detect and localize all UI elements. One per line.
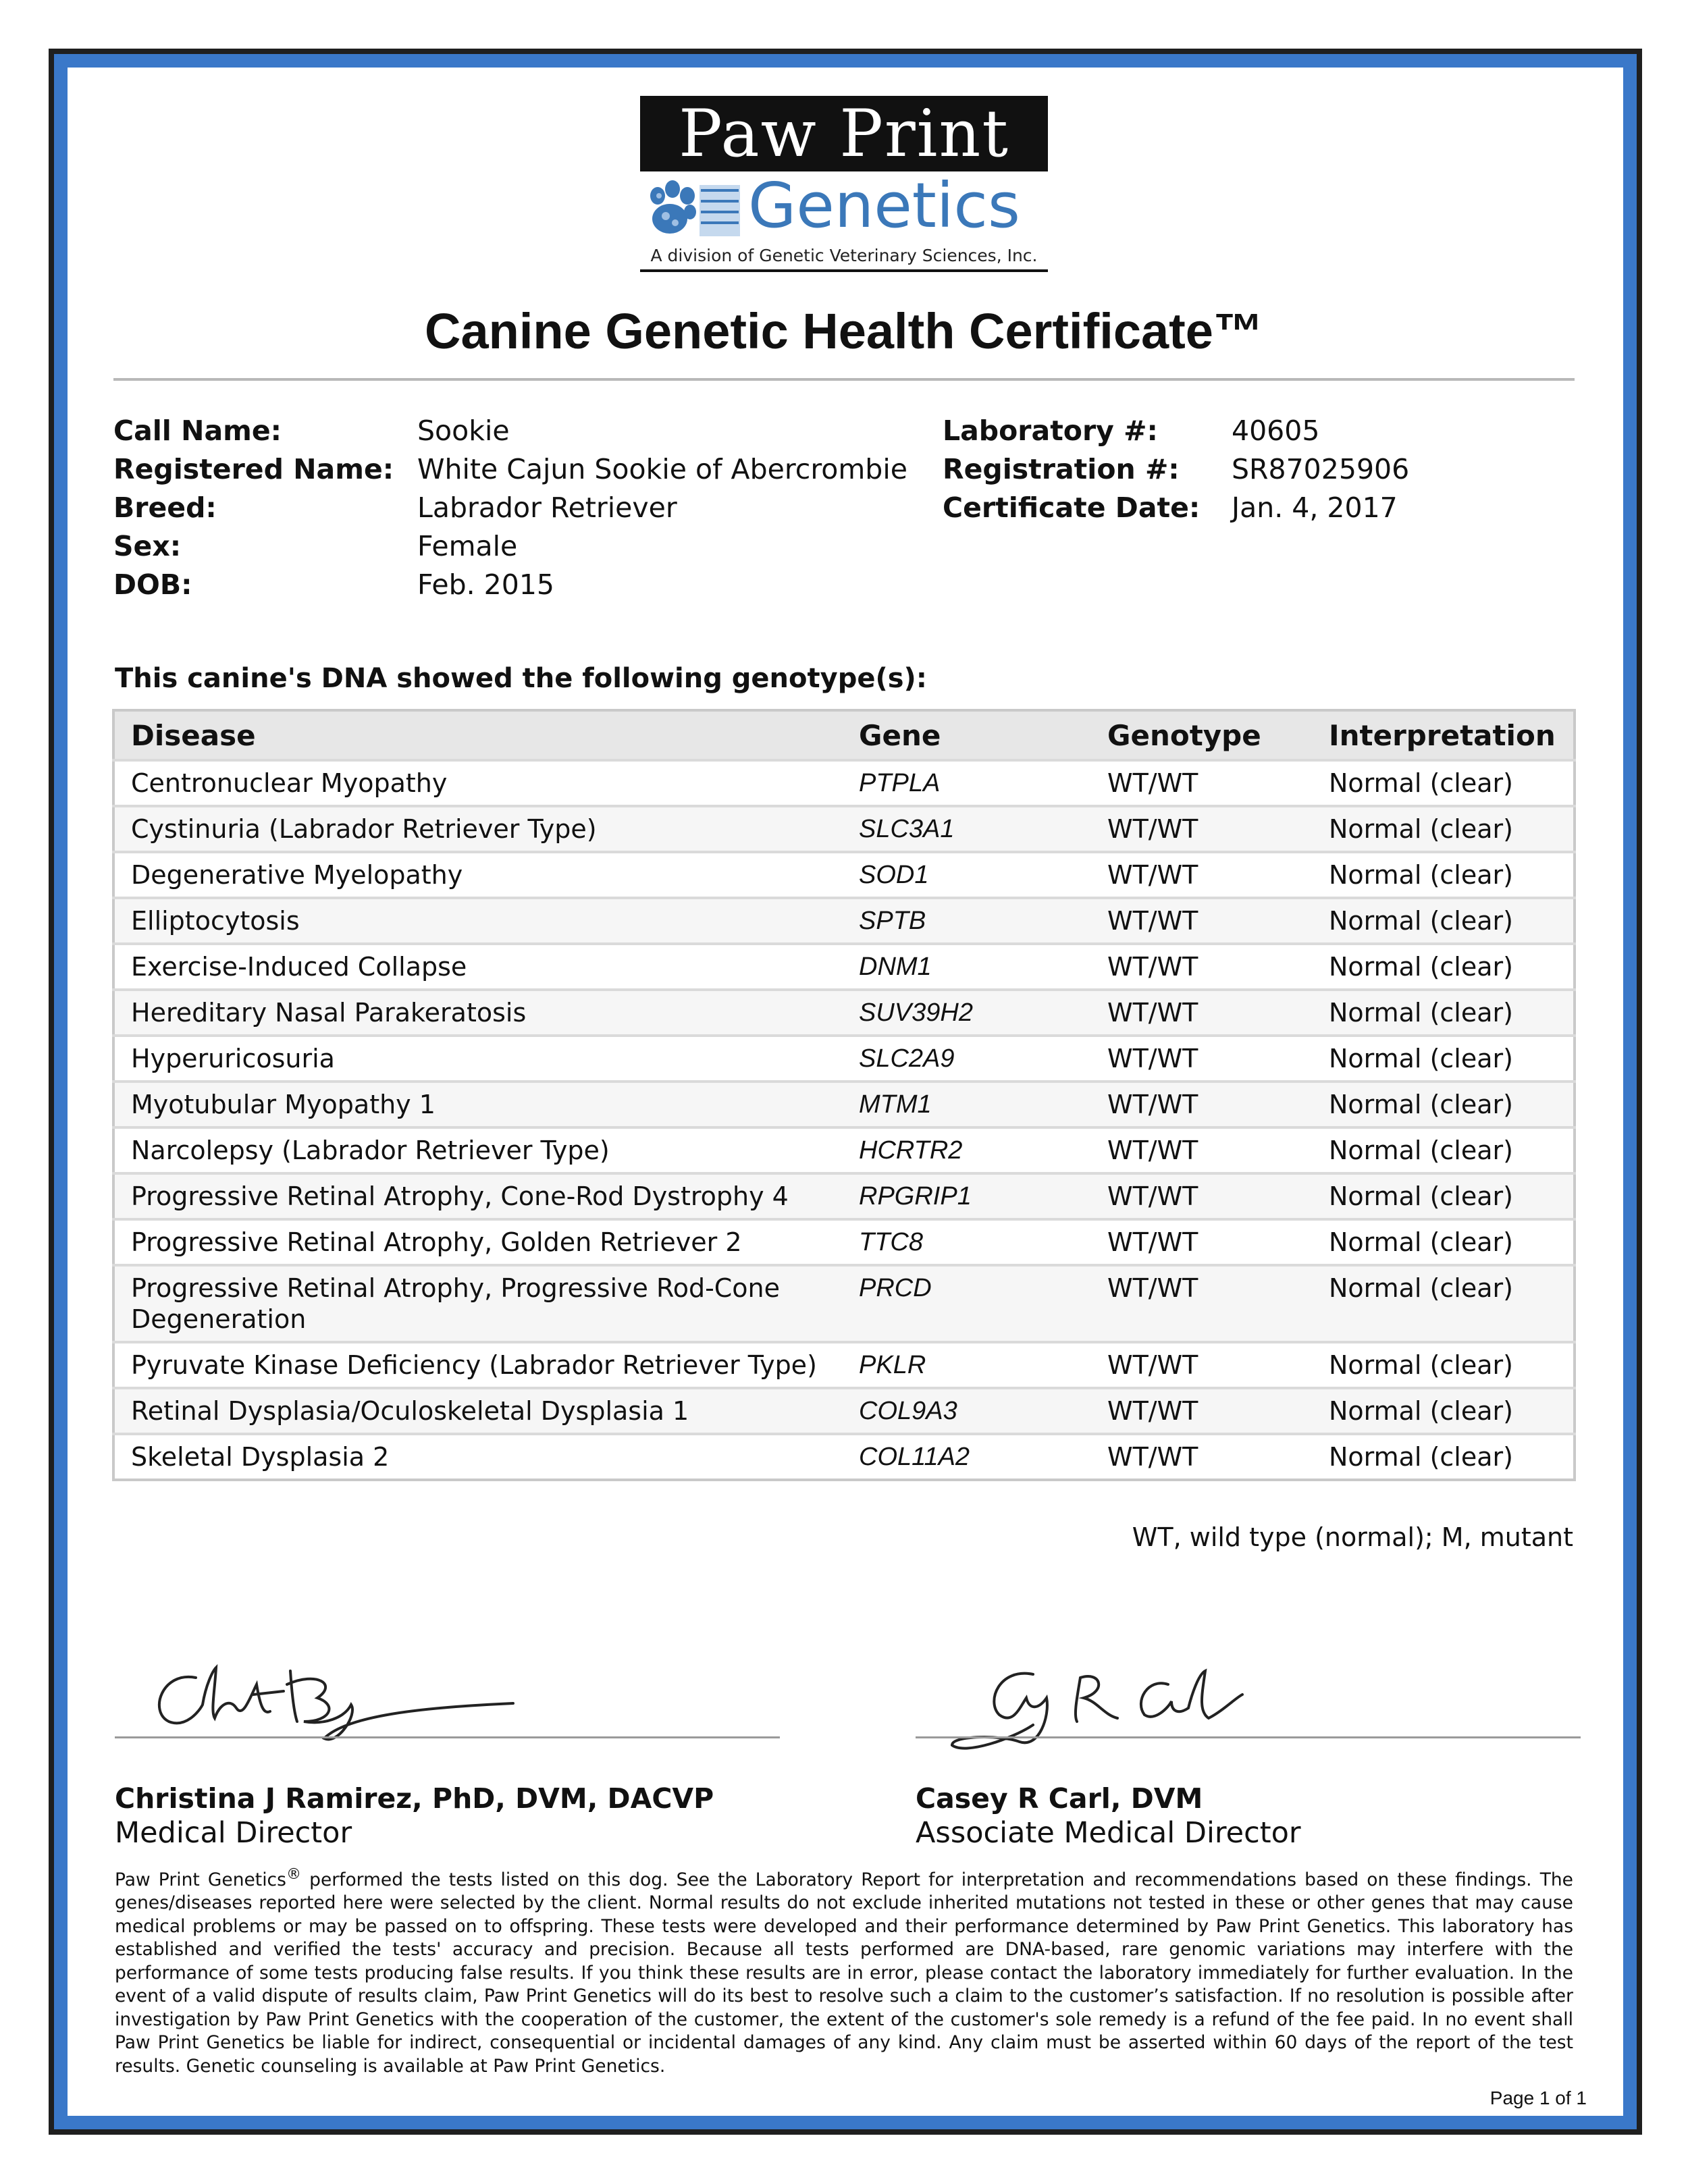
dog-info-labels <box>113 412 394 604</box>
disease-cell: Hyperuricosuria <box>113 1036 843 1082</box>
interpretation-cell: Normal (clear) <box>1313 1265 1575 1342</box>
table-row <box>113 1219 1575 1265</box>
table-row <box>113 852 1575 898</box>
interpretation-cell: Normal (clear) <box>1313 806 1575 852</box>
genotype-cell: WT/WT <box>1091 1219 1313 1265</box>
table-row <box>113 944 1575 990</box>
gene-cell: PTPLA <box>843 760 1091 806</box>
table-row <box>113 1265 1575 1342</box>
interpretation-cell: Normal (clear) <box>1313 944 1575 990</box>
interpretation-cell: Normal (clear) <box>1313 852 1575 898</box>
genotype-cell: WT/WT <box>1091 852 1313 898</box>
logo-tagline: A division of Genetic Veterinary Sciences, Inc. <box>640 246 1048 272</box>
interpretation-cell: Normal (clear) <box>1313 990 1575 1036</box>
table-row <box>113 1388 1575 1434</box>
genotype-cell: WT/WT <box>1091 806 1313 852</box>
table-row <box>113 760 1575 806</box>
gene-cell: COL11A2 <box>843 1434 1091 1480</box>
paw-icon <box>643 176 744 243</box>
page-number: Page 1 of 1 <box>1489 2087 1587 2108</box>
disease-cell: Cystinuria (Labrador Retriever Type) <box>113 806 843 852</box>
disease-cell: Elliptocytosis <box>113 898 843 944</box>
genotype-cell: WT/WT <box>1091 990 1313 1036</box>
dog-info-values <box>417 412 907 604</box>
genotype-cell: WT/WT <box>1091 1173 1313 1219</box>
header-gene: Gene <box>843 710 1091 760</box>
genotype-cell: WT/WT <box>1091 1265 1313 1342</box>
registered-name-label: Registered Name: <box>113 453 394 485</box>
interpretation-cell: Normal (clear) <box>1313 1173 1575 1219</box>
table-row <box>113 806 1575 852</box>
disease-cell: Degenerative Myelopathy <box>113 852 843 898</box>
gene-cell: HCRTR2 <box>843 1127 1091 1173</box>
genotype-cell: WT/WT <box>1091 1082 1313 1127</box>
lab-info-labels <box>943 412 1200 527</box>
signatory-1-role: Medical Director <box>115 1816 352 1850</box>
gene-cell: SOD1 <box>843 852 1091 898</box>
paw-print-genetics-logo <box>640 96 1048 272</box>
genotype-legend: WT, wild type (normal); M, mutant <box>1132 1522 1573 1552</box>
breed-value: Labrador Retriever <box>417 491 677 524</box>
disease-cell: Progressive Retinal Atrophy, Cone-Rod Dystrophy 4 <box>113 1173 843 1219</box>
genotype-cell: WT/WT <box>1091 898 1313 944</box>
registered-mark: ® <box>286 1866 302 1883</box>
gene-cell: SLC3A1 <box>843 806 1091 852</box>
interpretation-cell: Normal (clear) <box>1313 1342 1575 1388</box>
disclaimer-text: performed the tests listed on this dog. See the Laboratory Report for interpretation and recommendations based on these findings. The genes/diseases reported here were selected by the client. Normal results do not exclude inherited mutations not tested in these or other genes that may cause medical problems or may be passed on to offspring. These tests were developed and their performance determined by Paw Print Genetics. This laboratory has established and verified the tests' accuracy and precision. Because all tests performed are DNA-based, rare genomic variations may interfere with the performance of some tests producing false results. If you think these results are in error, please contact the laboratory immediately for further evaluation. In the event of a valid dispute of results claim, Paw Print Genetics will do its best to resolve such a claim to the customer’s satisfaction. If no resolution is possible after investigation by Paw Print Genetics with the cooperation of the customer, the extent of the customer's sole remedy is a refund of the fee paid. In no event shall Paw Print Genetics be liable for indirect, consequential or incidental damages of any kind. Any claim must be asserted within 60 days of the report of the test results. Genetic counseling is available at Paw Print Genetics. <box>115 1869 1573 2077</box>
interpretation-cell: Normal (clear) <box>1313 1127 1575 1173</box>
signature-line-right <box>916 1736 1581 1738</box>
registered-name-value: White Cajun Sookie of Abercrombie <box>417 453 907 485</box>
call-name-label: Call Name: <box>113 415 282 447</box>
table-row <box>113 898 1575 944</box>
certificate-date-label: Certificate Date: <box>943 491 1201 524</box>
disease-cell: Exercise-Induced Collapse <box>113 944 843 990</box>
interpretation-cell: Normal (clear) <box>1313 760 1575 806</box>
logo-line2: Genetics <box>748 169 1020 242</box>
certificate-title: Canine Genetic Health Certificate™ <box>425 303 1263 359</box>
sex-label: Sex: <box>113 530 182 562</box>
gene-cell: PKLR <box>843 1342 1091 1388</box>
dob-label: DOB: <box>113 568 192 601</box>
table-row <box>113 1342 1575 1388</box>
gene-cell: MTM1 <box>843 1082 1091 1127</box>
disease-cell: Retinal Dysplasia/Oculoskeletal Dysplasia 1 <box>113 1388 843 1434</box>
table-header-row <box>113 710 1575 760</box>
genotype-heading: This canine's DNA showed the following genotype(s): <box>115 663 927 694</box>
genotype-cell: WT/WT <box>1091 760 1313 806</box>
interpretation-cell: Normal (clear) <box>1313 1434 1575 1480</box>
genotype-cell: WT/WT <box>1091 1342 1313 1388</box>
disease-cell: Progressive Retinal Atrophy, Golden Retriever 2 <box>113 1219 843 1265</box>
disease-cell: Hereditary Nasal Parakeratosis <box>113 990 843 1036</box>
genotype-cell: WT/WT <box>1091 1388 1313 1434</box>
disclaimer-brand: Paw Print Genetics <box>115 1869 286 1890</box>
table-row <box>113 1082 1575 1127</box>
gene-cell: SLC2A9 <box>843 1036 1091 1082</box>
breed-label: Breed: <box>113 491 217 524</box>
gene-cell: DNM1 <box>843 944 1091 990</box>
header-genotype: Genotype <box>1091 710 1313 760</box>
table-row <box>113 990 1575 1036</box>
certificate-date-value: Jan. 4, 2017 <box>1232 491 1398 524</box>
disease-cell: Progressive Retinal Atrophy, Progressive Rod-Cone Degeneration <box>113 1265 843 1342</box>
dob-value: Feb. 2015 <box>417 568 554 601</box>
header-disease: Disease <box>113 710 843 760</box>
registration-value: SR87025906 <box>1232 453 1410 485</box>
header-interpretation: Interpretation <box>1313 710 1575 760</box>
gene-cell: RPGRIP1 <box>843 1173 1091 1219</box>
call-name-value: Sookie <box>417 415 510 447</box>
gene-cell: PRCD <box>843 1265 1091 1342</box>
lab-info-values <box>1232 412 1409 527</box>
title-divider <box>113 378 1575 381</box>
table-row <box>113 1434 1575 1480</box>
table-row <box>113 1173 1575 1219</box>
interpretation-cell: Normal (clear) <box>1313 1036 1575 1082</box>
gene-cell: TTC8 <box>843 1219 1091 1265</box>
signatory-2-name: Casey R Carl, DVM <box>916 1782 1203 1815</box>
interpretation-cell: Normal (clear) <box>1313 898 1575 944</box>
registration-label: Registration #: <box>943 453 1180 485</box>
signature-carl <box>939 1661 1303 1782</box>
disease-cell: Pyruvate Kinase Deficiency (Labrador Retriever Type) <box>113 1342 843 1388</box>
genotype-cell: WT/WT <box>1091 1127 1313 1173</box>
table-row <box>113 1036 1575 1082</box>
table-row <box>113 1127 1575 1173</box>
signature-ramirez <box>135 1657 527 1779</box>
interpretation-cell: Normal (clear) <box>1313 1388 1575 1434</box>
genotype-table <box>112 709 1576 1481</box>
disease-cell: Myotubular Myopathy 1 <box>113 1082 843 1127</box>
sex-value: Female <box>417 530 518 562</box>
logo-line1: Paw Print <box>640 96 1048 171</box>
lab-number-label: Laboratory #: <box>943 415 1158 447</box>
disease-cell: Narcolepsy (Labrador Retriever Type) <box>113 1127 843 1173</box>
genotype-cell: WT/WT <box>1091 1036 1313 1082</box>
signatory-1-name: Christina J Ramirez, PhD, DVM, DACVP <box>115 1782 714 1815</box>
disease-cell: Centronuclear Myopathy <box>113 760 843 806</box>
signature-line-left <box>115 1736 780 1738</box>
interpretation-cell: Normal (clear) <box>1313 1219 1575 1265</box>
gene-cell: SPTB <box>843 898 1091 944</box>
genotype-cell: WT/WT <box>1091 944 1313 990</box>
signatory-2-role: Associate Medical Director <box>916 1816 1301 1850</box>
genotype-cell: WT/WT <box>1091 1434 1313 1480</box>
legal-disclaimer <box>115 1863 1573 2078</box>
gene-cell: SUV39H2 <box>843 990 1091 1036</box>
disease-cell: Skeletal Dysplasia 2 <box>113 1434 843 1480</box>
interpretation-cell: Normal (clear) <box>1313 1082 1575 1127</box>
gene-cell: COL9A3 <box>843 1388 1091 1434</box>
genotype-table-body <box>113 760 1575 1480</box>
lab-number-value: 40605 <box>1232 415 1320 447</box>
